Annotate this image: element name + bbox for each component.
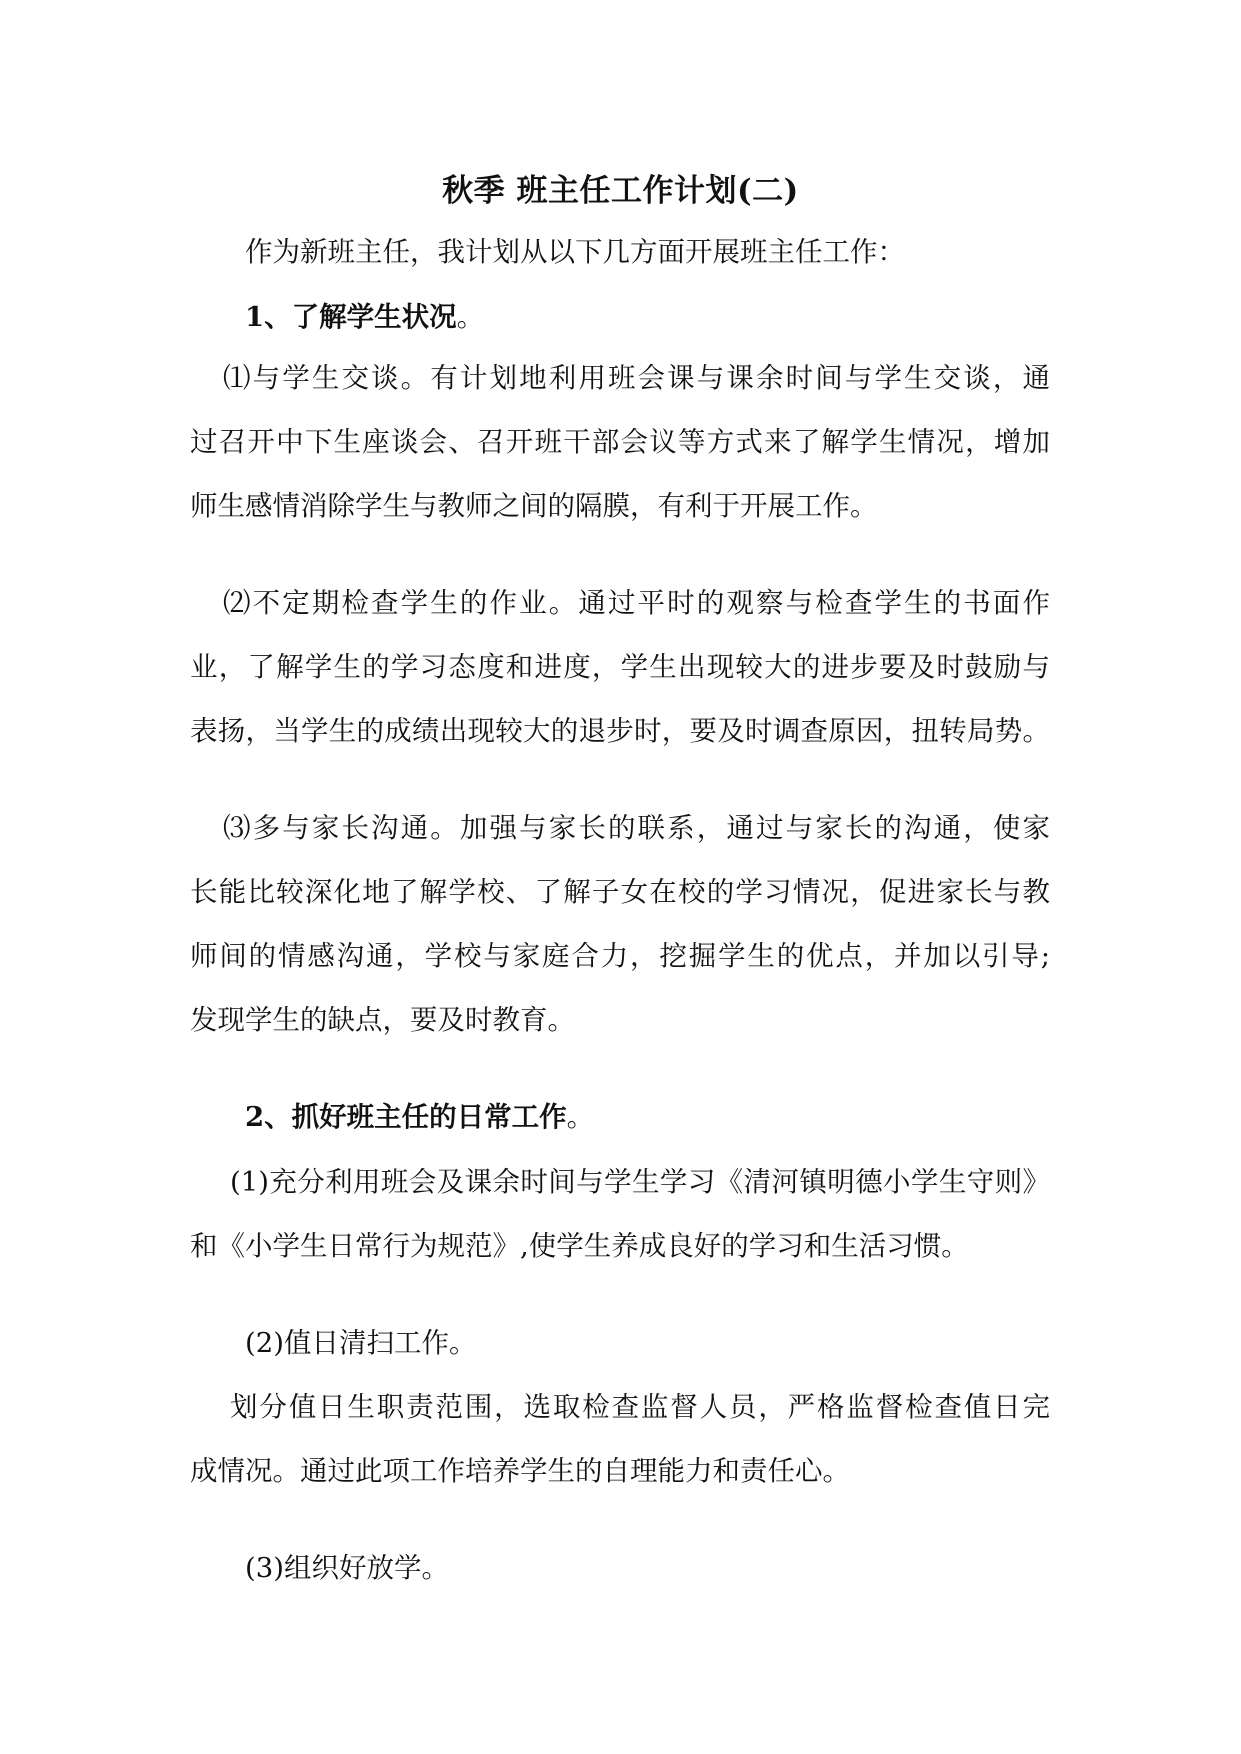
page-title: 秋季 班主任工作计划(二) [442, 173, 799, 209]
section-2-heading-text: 2、抓好班主任的日常工作 [245, 1101, 567, 1133]
section-1-item-2-line-1: ⑵不定期检查学生的作业。通过平时的观察与检查学生的书面作 [223, 587, 1050, 619]
section-1-item-3-line-4: 发现学生的缺点，要及时教育。 [190, 1004, 575, 1036]
section-1-heading-tail: 。 [456, 301, 485, 333]
section-2-item-2-line-1: 划分值日生职责范围，选取检查监督人员，严格监督检查值日完 [230, 1391, 1050, 1423]
section-1-item-1-line-3: 师生感情消除学生与教师之间的隔膜，有利于开展工作。 [190, 490, 878, 522]
intro-paragraph: 作为新班主任，我计划从以下几方面开展班主任工作： [245, 236, 905, 268]
section-2-item-3-title: (3)组织好放学。 [245, 1552, 449, 1584]
section-1-item-3-line-3: 师间的情感沟通，学校与家庭合力，挖掘学生的优点，并加以引导; [190, 940, 1050, 972]
section-1-item-3-line-1: ⑶多与家长沟通。加强与家长的联系，通过与家长的沟通，使家 [223, 812, 1050, 844]
section-1-item-3-line-2: 长能比较深化地了解学校、了解子女在校的学习情况，促进家长与教 [190, 876, 1050, 908]
section-1-item-2-line-2: 业，了解学生的学习态度和进度，学生出现较大的进步要及时鼓励与 [190, 651, 1050, 683]
section-1-item-1-line-1: ⑴与学生交谈。有计划地利用班会课与课余时间与学生交谈，通 [223, 362, 1050, 394]
section-1-item-2-line-3: 表扬，当学生的成绩出现较大的退步时，要及时调查原因，扭转局势。 [190, 715, 1050, 747]
section-2-item-1-line-1: (1)充分利用班会及课余时间与学生学习《清河镇明德小学生守则》 [230, 1166, 1050, 1198]
section-1-item-1-line-2: 过召开中下生座谈会、召开班干部会议等方式来了解学生情况，增加 [190, 426, 1050, 458]
section-2-item-2-line-2: 成情况。通过此项工作培养学生的自理能力和责任心。 [190, 1455, 850, 1487]
section-1-heading [245, 297, 1105, 337]
section-2-heading [245, 1097, 1105, 1137]
section-2-item-2-title: (2)值日清扫工作。 [245, 1327, 477, 1359]
section-2-item-1-line-2: 和《小学生日常行为规范》,使学生养成良好的学习和生活习惯。 [190, 1230, 969, 1262]
section-2-heading-tail: 。 [566, 1101, 595, 1133]
section-1-heading-text: 1、了解学生状况 [245, 301, 457, 333]
